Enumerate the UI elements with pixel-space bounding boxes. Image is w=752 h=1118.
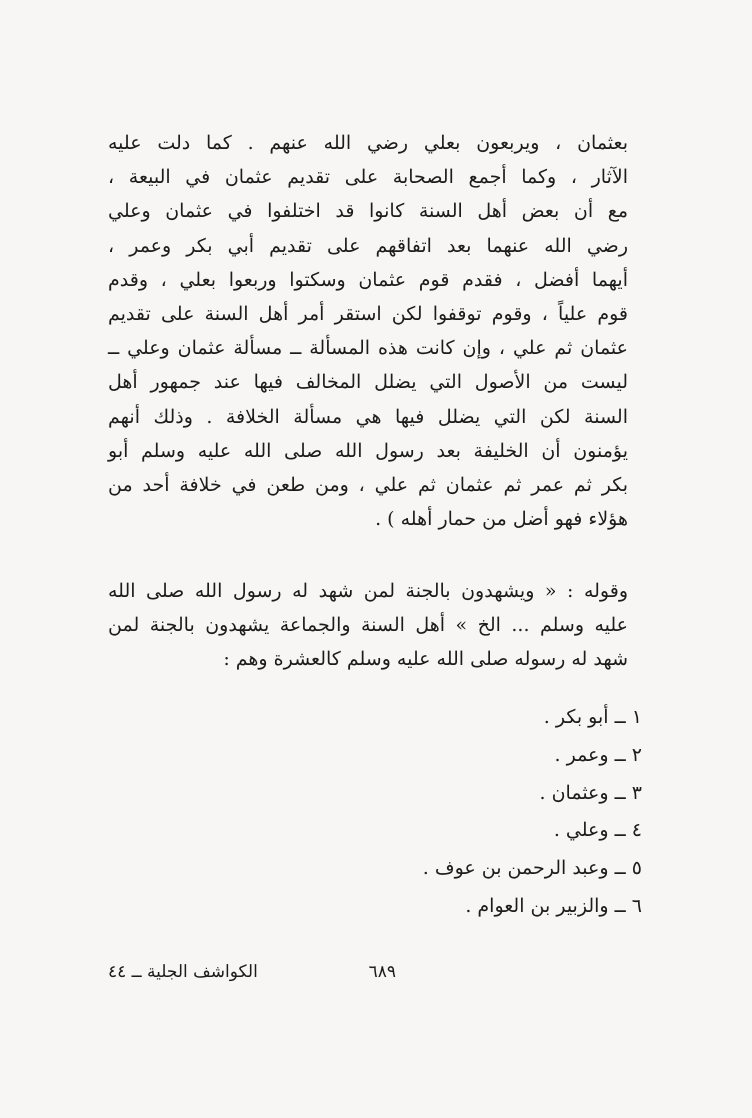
list-item: ٦ ــ والزبير بن العوام . (465, 894, 642, 917)
text-line: يؤمنون أن الخليفة بعد رسول الله صلى الله عليه وسلم أبو (108, 439, 628, 462)
numbered-list (322, 700, 642, 927)
text-line: ليست من الأصول التي يضلل المخالف فيها عند جمهور أهل (108, 371, 628, 394)
text-line: شهد له رسوله صلى الله عليه وسلم كالعشرة وهم : (223, 648, 628, 671)
text-line: بكر ثم عمر ثم عثمان ثم علي ، ومن طعن في خلافة أحد من (108, 473, 628, 496)
list-item: ٢ ــ وعمر . (554, 743, 642, 766)
running-title: الكواشف الجلية ــ ٤٤ (108, 962, 258, 982)
text-line: وقوله : « ويشهدون بالجنة لمن شهد له رسول الله صلى الله (108, 580, 628, 602)
text-line: هؤلاء فهو أضل من حمار أهله ) . (375, 508, 628, 531)
page-number: ٦٨٩ (368, 962, 396, 982)
paragraph-2 (108, 574, 628, 677)
list-item: ٤ ــ وعلي . (553, 819, 642, 842)
text-line: عليه وسلم ... الخ » أهل السنة والجماعة يشهدون بالجنة لمن (108, 614, 628, 637)
list-item: ٥ ــ وعبد الرحمن بن عوف . (422, 857, 642, 880)
text-line: أيهما أفضل ، فقدم قوم عثمان وسكتوا وربعوا بعلي ، وقدم (108, 268, 628, 291)
text-line: قوم علياً ، وقوم توقفوا لكن استقر أمر أهل السنة على تقديم (108, 302, 628, 325)
text-line: بعثمان ، ويربعون بعلي رضي الله عنهم . كما دلت عليه (108, 132, 628, 154)
list-item: ٣ ــ وعثمان . (539, 781, 642, 804)
text-line: مع أن بعض أهل السنة كانوا قد اختلفوا في عثمان وعلي (108, 200, 628, 223)
text-line: السنة لكن التي يضلل فيها هي مسألة الخلافة . وذلك أنهم (108, 405, 628, 428)
text-line: الآثار ، وكما أجمع الصحابة على تقديم عثمان في البيعة ، (108, 166, 628, 189)
paragraph-1 (108, 126, 628, 536)
list-item: ١ ــ أبو بكر . (543, 706, 642, 728)
page-footer (108, 962, 628, 988)
text-line: عثمان ثم علي ، وإن كانت هذه المسألة ــ مسألة عثمان وعلي ــ (108, 337, 628, 360)
text-line: رضي الله عنهما بعد اتفاقهم على تقديم أبي بكر وعمر ، (108, 234, 628, 257)
